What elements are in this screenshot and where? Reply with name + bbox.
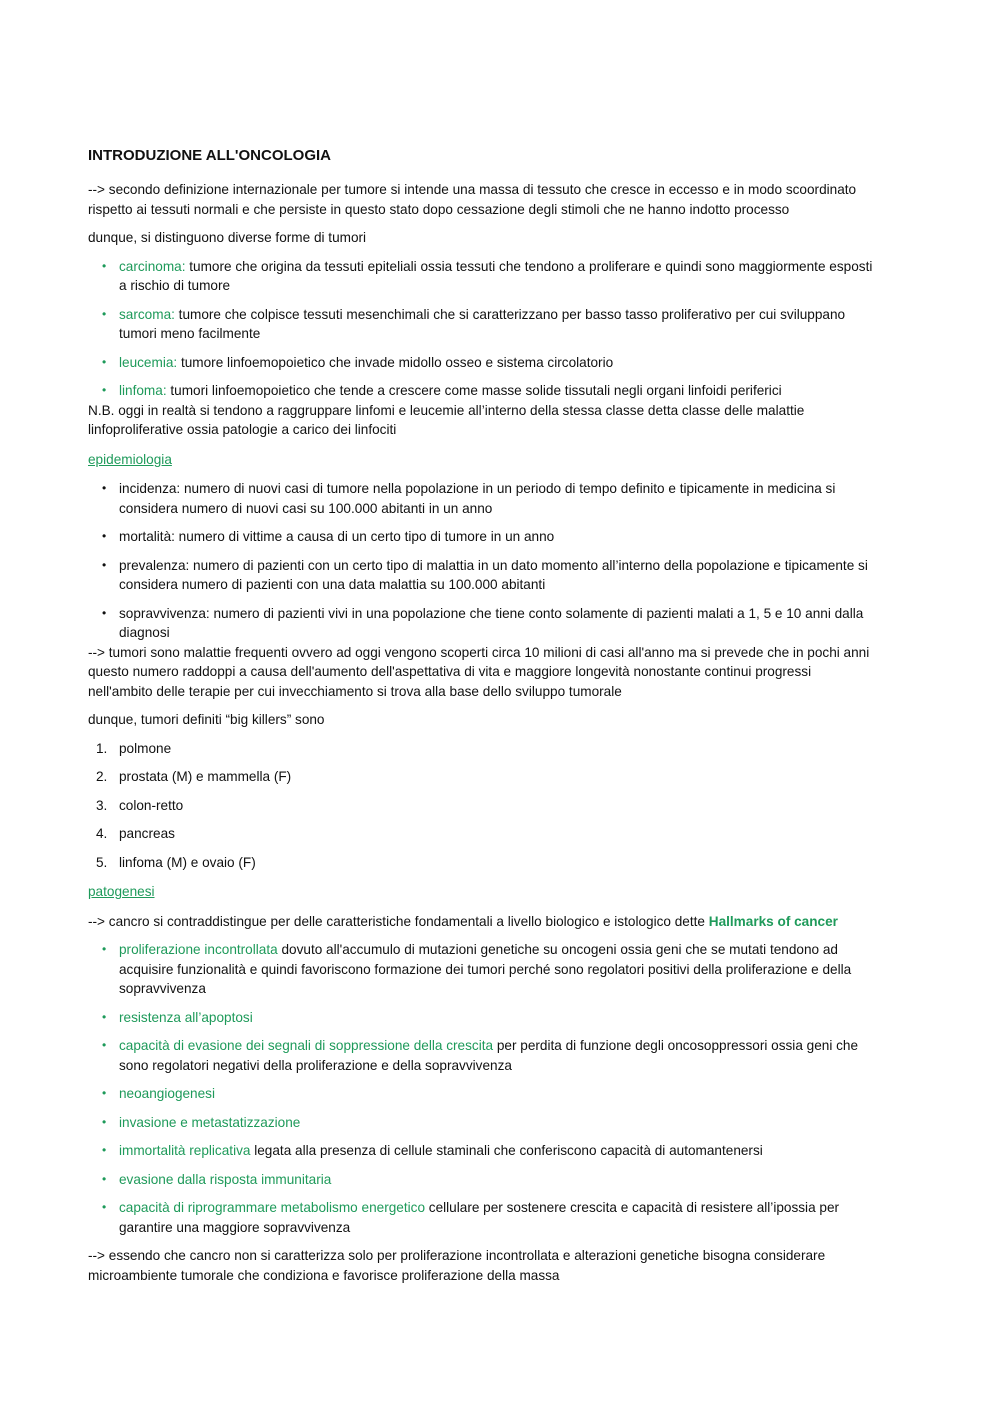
list-item: [88, 824, 878, 844]
list-item: [88, 1084, 878, 1104]
forms-lead: dunque, si distinguono diverse forme di tumori: [88, 230, 367, 245]
list-item: [88, 1008, 878, 1028]
list-item: [88, 305, 878, 344]
item-number: 4.: [96, 826, 108, 841]
term: capacità di riprogrammare metabolismo energetico: [119, 1200, 425, 1215]
term: neoangiogenesi: [119, 1086, 215, 1101]
term: linfoma:: [119, 383, 167, 398]
item-number: 1.: [96, 740, 108, 756]
list-item: • sopravvivenza: numero di pazienti vivi in una popolazione che tiene conto solamente di pazienti malati a 1, 5 e 10 anni dalla diagnosi: [88, 604, 878, 643]
epidemiologia-heading-link[interactable]: epidemiologia: [88, 451, 172, 467]
item-text: colon-retto: [119, 797, 184, 813]
term: immortalità replicativa: [119, 1143, 251, 1158]
term: carcinoma:: [119, 258, 186, 274]
definition: tumore che colpisce tessuti mesenchimali che si caratterizzano per basso tasso proliferativo per cui sviluppano tumori meno facilmente: [119, 306, 846, 341]
nb-paragraph: N.B. oggi in realtà si tendono a raggruppare linfomi e leucemie all’interno della stessa classe detta classe delle malattie linfoproliferative ossia patologie a carico dei linfociti: [88, 402, 805, 437]
list-item: [88, 739, 878, 759]
definition: tumore che origina da tessuti epiteliali ossia tessuti che tendono a proliferare e quindi sono maggiormente esposti a rischio di tumore: [119, 258, 873, 293]
item-text: polmone: [119, 740, 172, 756]
patogenesi-heading-link[interactable]: patogenesi: [88, 884, 155, 899]
frequency-paragraph: --> tumori sono malattie frequenti ovvero ad oggi vengono scoperti circa 10 milioni di casi all'anno ma si prevede che in pochi anni questo numero raddoppi a causa dell'aumento dell'aspettativa di vita e maggiore longevità nonostante continui progressi nell'ambito delle terapie per cui invecchiamento si trova alla base dello sviluppo tumorale: [88, 644, 870, 699]
hallmarks-lead: [88, 912, 878, 932]
hallmarks-list: [88, 940, 878, 1237]
list-item: • prevalenza: numero di pazienti con un certo tipo di malattia in un dato momento all’interno della popolazione e tipicamente si considera numero di pazienti con una data malattia su 100.000 abitanti: [88, 556, 878, 595]
list-item: [88, 1170, 878, 1190]
list-item: [88, 1198, 878, 1237]
hallmarks-label: Hallmarks of cancer: [708, 913, 838, 929]
item-text: pancreas: [119, 826, 175, 841]
definition: legata alla presenza di cellule staminali che conferiscono capacità di automantenersi: [250, 1143, 763, 1158]
list-item: • incidenza: numero di nuovi casi di tumore nella popolazione in un periodo di tempo definito e tipicamente in medicina si considera numero di nuovi casi su 100.000 abitanti in un anno: [88, 479, 878, 518]
term: leucemia:: [119, 354, 178, 370]
closing-paragraph: --> essendo che cancro non si caratterizza solo per proliferazione incontrollata e alterazioni genetiche bisogna considerare microambiente tumorale che condiziona e favorisce proliferazione della massa: [88, 1248, 826, 1283]
item-text: prostata (M) e mammella (F): [119, 769, 292, 784]
term: sarcoma:: [119, 306, 175, 322]
big-killers-lead: dunque, tumori definiti “big killers” sono: [88, 712, 325, 727]
item-number: 5.: [96, 854, 108, 870]
term: capacità di evasione dei segnali di soppressione della crescita: [119, 1038, 494, 1053]
list-item: [88, 1141, 878, 1161]
list-item: • mortalità: numero di vittime a causa di un certo tipo di tumore in un anno: [88, 527, 878, 547]
list-item: [88, 353, 878, 373]
list-item: [88, 1036, 878, 1075]
page-title: INTRODUZIONE ALL'ONCOLOGIA: [88, 147, 331, 164]
term: resistenza all’apoptosi: [119, 1009, 253, 1025]
tumor-forms-list: [88, 257, 878, 401]
hallmarks-lead-text: --> cancro si contraddistingue per delle caratteristiche fondamentali a livello biologico e istologico dette: [88, 913, 709, 929]
definition: dovuto all'accumulo di mutazioni genetiche su oncogeni ossia geni che se mutati tendono ad acquisire funzionalità e quindi favoriscono formazione dei tumori perché sono regolatori positivi della proliferazione e della sopravvivenza: [119, 942, 852, 996]
item-number: 2.: [96, 769, 108, 784]
big-killers-list: [88, 739, 878, 873]
list-item: [88, 796, 878, 816]
definition: tumore linfoemopoietico che invade midollo osseo e sistema circolatorio: [177, 354, 614, 370]
list-item: [88, 1113, 878, 1133]
list-item: [88, 257, 878, 296]
list-item: [88, 381, 878, 401]
definition: cellulare per sostenere crescita e capacità di resistere all’ipossia per garantire una maggiore sopravvivenza: [119, 1200, 840, 1235]
term: evasione dalla risposta immunitaria: [119, 1171, 332, 1187]
term: invasione e metastatizzazione: [119, 1114, 301, 1130]
definition: tumori linfoemopoietico che tende a crescere come masse solide tissutali negli organi linfoidi periferici: [166, 383, 782, 398]
list-item: [88, 940, 878, 999]
list-item: [88, 853, 878, 873]
item-number: 3.: [96, 797, 108, 813]
definition: per perdita di funzione degli oncosoppressori ossia geni che sono regolatori negativi della proliferazione e della sopravvivenza: [119, 1038, 859, 1073]
list-item: [88, 767, 878, 787]
term: proliferazione incontrollata: [119, 942, 278, 957]
item-text: linfoma (M) e ovaio (F): [119, 854, 256, 870]
document-page: [88, 146, 878, 1294]
epidemiology-list: [88, 479, 878, 643]
intro-paragraph: --> secondo definizione internazionale per tumore si intende una massa di tessuto che cresce in eccesso e in modo scoordinato rispetto ai tessuti normali e che persiste in questo stato dopo cessazione degli stimoli che ne hanno indotto processo: [88, 182, 857, 217]
